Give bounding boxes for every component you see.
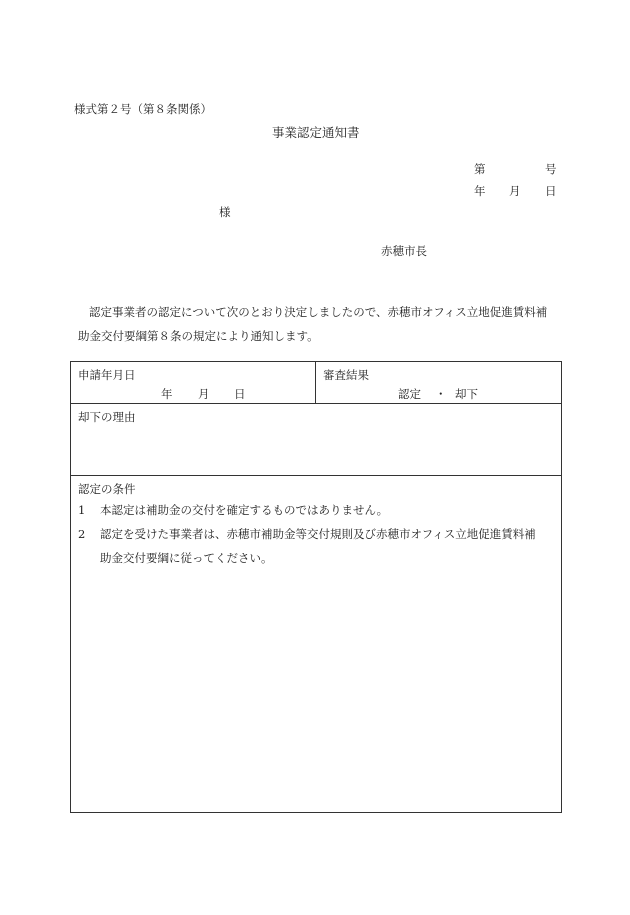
condition-text: 本認定は補助金の交付を確定するものではありません。 (100, 503, 389, 517)
result-separator: ・ (435, 387, 447, 401)
result-rejected: 却下 (455, 387, 478, 401)
date-month: 月 (198, 387, 210, 401)
notice-table (70, 361, 562, 813)
notice-body-line: 認定事業者の認定について次のとおり決定しましたので、赤穂市オフィス立地促進賃料補 (89, 305, 548, 319)
result-approved: 認定 (398, 387, 421, 401)
addressee-honorific: 様 (219, 205, 231, 219)
application-date-label: 申請年月日 (78, 368, 136, 382)
review-result-label: 審査結果 (323, 368, 369, 382)
conditions-label: 認定の条件 (78, 482, 136, 496)
date-year: 年 (161, 387, 173, 401)
date-day: 日 (234, 387, 246, 401)
notice-body (78, 300, 564, 348)
conditions-cell (71, 476, 562, 813)
page-title: 事業認定通知書 (272, 125, 360, 140)
review-result-cell (316, 362, 562, 404)
notice-body-line: 助金交付要綱第８条の規定により通知します。 (78, 329, 319, 343)
ref-month: 月 (509, 184, 521, 198)
condition-text-continued: 助金交付要綱に従ってください。 (100, 551, 273, 565)
form-number: 様式第２号（第８条関係） (74, 102, 212, 116)
rejection-reason-label: 却下の理由 (78, 410, 136, 424)
condition-text: 認定を受けた事業者は、赤穂市補助金等交付規則及び赤穂市オフィス立地促進賃料補 (100, 527, 536, 541)
rejection-reason-cell (71, 404, 562, 476)
ref-number-suffix: 号 (545, 162, 557, 176)
application-date-cell (71, 362, 316, 404)
issuer-name: 赤穂市長 (381, 244, 427, 258)
condition-number: 2 (78, 527, 86, 541)
ref-day: 日 (545, 184, 557, 198)
condition-number: 1 (78, 503, 86, 517)
ref-year: 年 (474, 184, 486, 198)
ref-number-prefix: 第 (474, 162, 486, 176)
